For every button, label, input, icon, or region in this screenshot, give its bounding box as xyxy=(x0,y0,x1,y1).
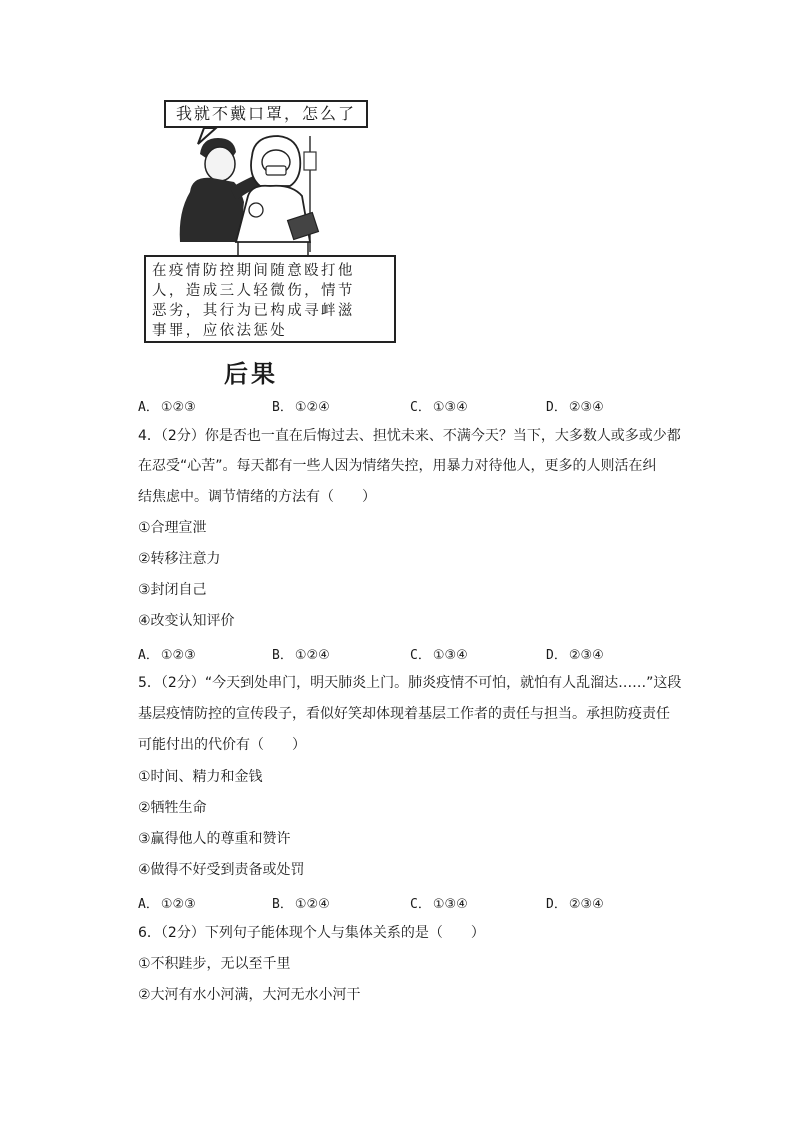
option-d[interactable]: D． ②③④ xyxy=(546,648,604,663)
option-c[interactable]: C． ①③④ xyxy=(410,400,468,415)
q6-item: ②大河有水小河满，大河无水小河干 xyxy=(138,987,361,1003)
q5-stem-line: 基层疫情防控的宣传段子，看似好笑却体现着基层工作者的责任与担当。承担防疫责任 xyxy=(138,706,670,722)
figure-caption-box xyxy=(144,255,396,343)
caption-line: 恶劣，其行为已构成寻衅滋 xyxy=(152,303,355,319)
q5-item: ①时间、精力和金钱 xyxy=(138,769,263,785)
option-c[interactable]: C． ①③④ xyxy=(410,648,468,663)
option-b[interactable]: B． ①②④ xyxy=(272,400,330,415)
option-a[interactable]: A． ①②③ xyxy=(138,400,196,415)
speech-bubble: 我就不戴口罩，怎么了 xyxy=(164,100,368,128)
q4-stem-line: 结焦虑中。调节情绪的方法有（ ） xyxy=(138,489,376,505)
figure-title: 后果 xyxy=(224,359,278,388)
q5-item: ③赢得他人的尊重和赞许 xyxy=(138,831,291,847)
cartoon-figure xyxy=(140,92,400,388)
q4-item: ④改变认知评价 xyxy=(138,613,235,629)
option-b[interactable]: B． ①②④ xyxy=(272,897,330,912)
q5-stem-line: 可能付出的代价有（ ） xyxy=(138,737,306,753)
caption-line: 在疫情防控期间随意殴打他 xyxy=(152,263,355,279)
option-b[interactable]: B． ①②④ xyxy=(272,648,330,663)
option-a[interactable]: A． ①②③ xyxy=(138,897,196,912)
q5-item: ②牺牲生命 xyxy=(138,800,207,816)
q6-stem-line: 6．（2分）下列句子能体现个人与集体关系的是（ ） xyxy=(138,925,485,941)
q4-item: ②转移注意力 xyxy=(138,551,221,567)
option-d[interactable]: D． ②③④ xyxy=(546,897,604,912)
option-d[interactable]: D． ②③④ xyxy=(546,400,604,415)
option-c[interactable]: C． ①③④ xyxy=(410,897,468,912)
q3-options xyxy=(138,396,658,416)
caption-line: 人，造成三人轻微伤，情节 xyxy=(152,283,355,299)
q5-stem-line: 5．（2分）“今天到处串门，明天肺炎上门。肺炎疫情不可怕，就怕有人乱溜达……”这段 xyxy=(138,675,682,691)
q6-item: ①不积跬步，无以至千里 xyxy=(138,956,291,972)
q4-item: ③封闭自己 xyxy=(138,582,207,598)
q4-stem-line: 在忍受“心苦”。每天都有一些人因为情绪失控，用暴力对待他人，更多的人则活在纠 xyxy=(138,458,657,474)
caption-line: 事罪，应依法惩处 xyxy=(152,323,288,339)
q5-options xyxy=(138,893,658,913)
q5-item: ④做得不好受到责备或处罚 xyxy=(138,862,305,878)
cartoon-scene-illustration xyxy=(140,92,400,388)
q4-item: ①合理宣泄 xyxy=(138,520,207,536)
q4-options xyxy=(138,644,658,664)
option-a[interactable]: A． ①②③ xyxy=(138,648,196,663)
q4-stem-line: 4．（2分）你是否也一直在后悔过去、担忧未来、不满今天？当下，大多数人或多或少都 xyxy=(138,428,681,444)
